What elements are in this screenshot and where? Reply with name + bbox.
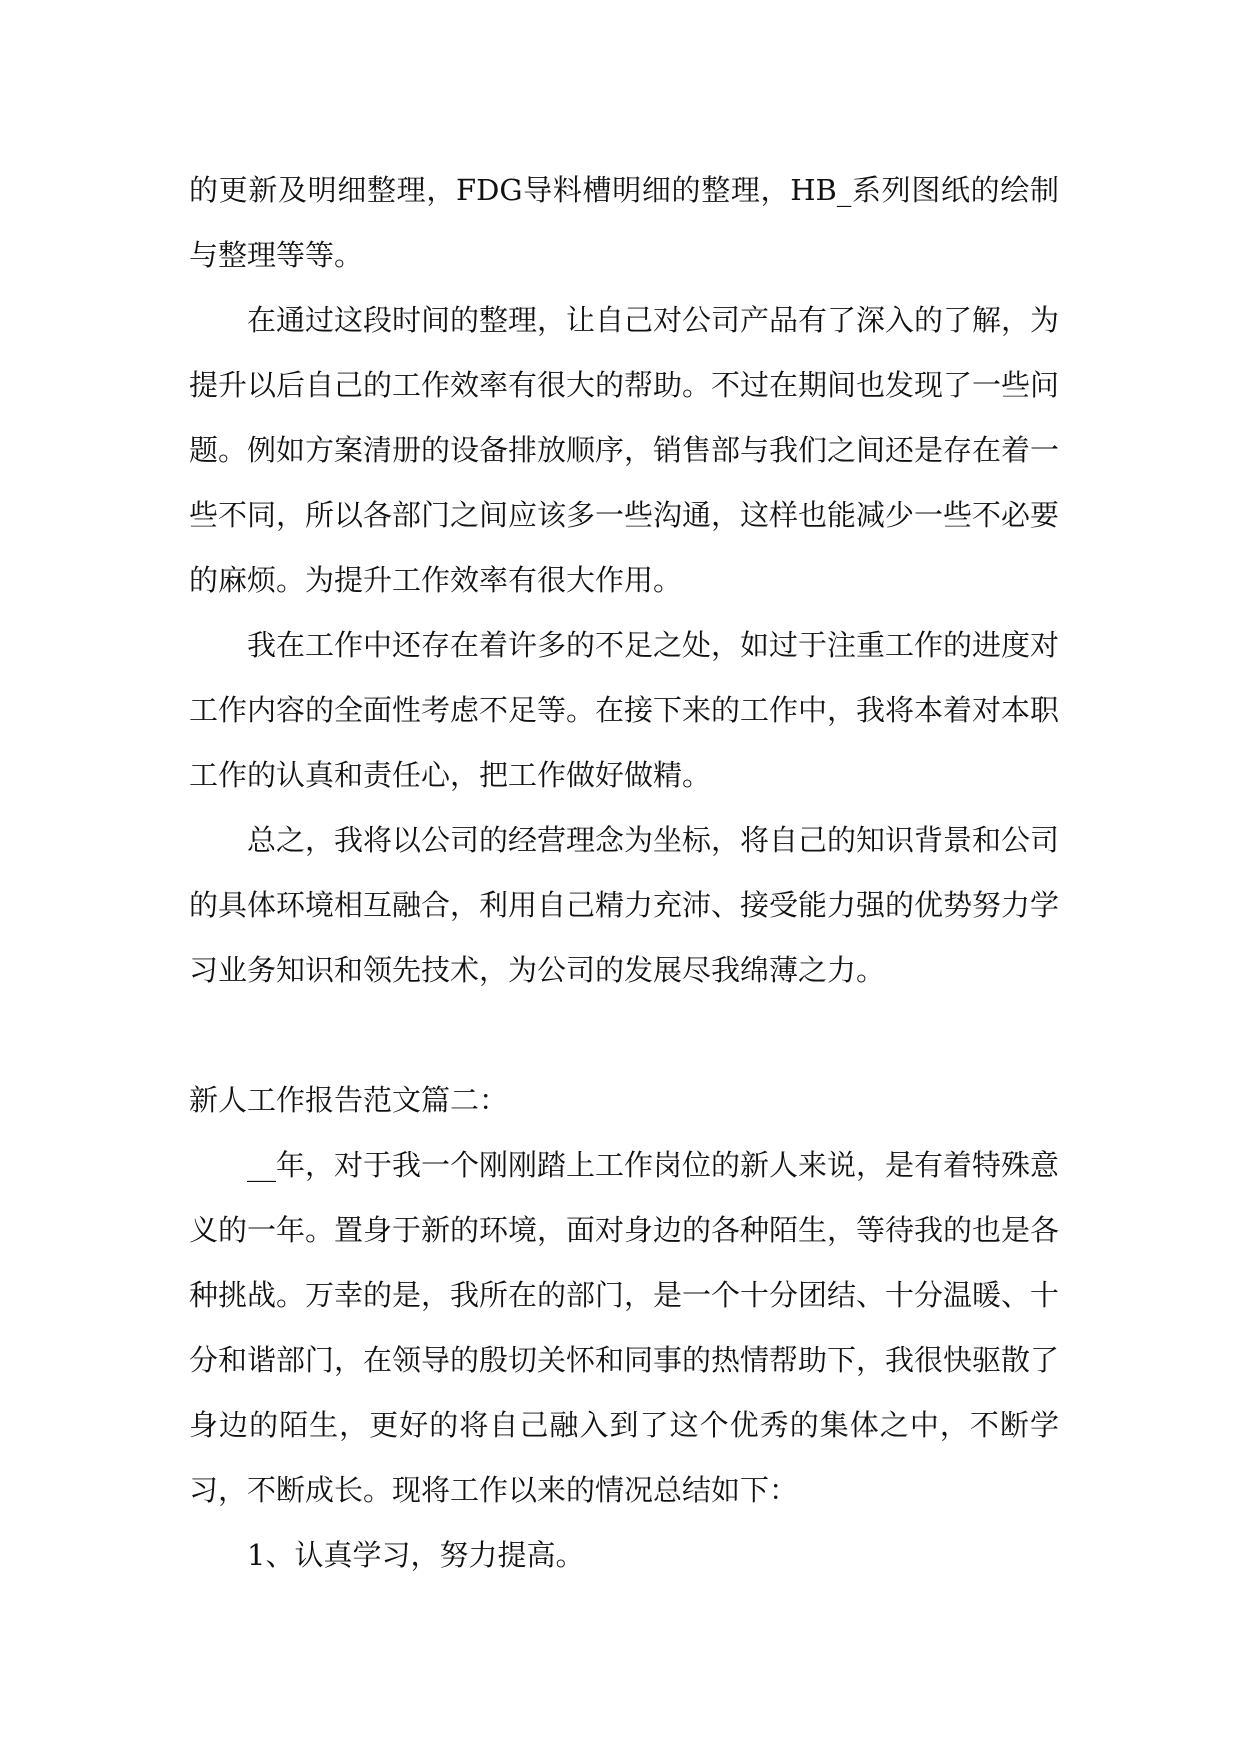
paragraph-2: 在通过这段时间的整理，让自己对公司产品有了深入的了解，为提升以后自己的工作效率有很大的帮助。不过在期间也发现了一些问题。例如方案清册的设备排放顺序，销售部与我们之间还是存在着一些不同，所以各部门之间应该多一些沟通，这样也能减少一些不必要的麻烦。为提升工作效率有很大作用。: [189, 303, 1060, 597]
paragraph-1: 的更新及明细整理，FDG导料槽明细的整理，HB_系列图纸的绘制与整理等等。: [189, 173, 1059, 272]
paragraph-6: 1、认真学习，努力提高。: [247, 1538, 585, 1572]
paragraph-3: 我在工作中还存在着许多的不足之处，如过于注重工作的进度对工作内容的全面性考虑不足等。在接下来的工作中，我将本着对本职工作的认真和责任心，把工作做好做精。: [189, 628, 1060, 792]
paragraph-4: 总之，我将以公司的经营理念为坐标，将自己的知识背景和公司的具体环境相互融合，利用自己精力充沛、接受能力强的优势努力学习业务知识和领先技术，为公司的发展尽我绵薄之力。: [189, 823, 1060, 987]
section-title: 新人工作报告范文篇二：: [189, 1083, 509, 1117]
paragraph-5: __年，对于我一个刚刚踏上工作岗位的新人来说，是有着特殊意义的一年。置身于新的环境，面对身边的各种陌生，等待我的也是各种挑战。万幸的是，我所在的部门，是一个十分团结、十分温暖、十分和谐部门，在领导的殷切关怀和同事的热情帮助下，我很快驱散了身边的陌生，更好的将自己融入到了这个优秀的集体之中，不断学习，不断成长。现将工作以来的情况总结如下：: [189, 1148, 1060, 1507]
document-body: [189, 158, 1059, 1588]
